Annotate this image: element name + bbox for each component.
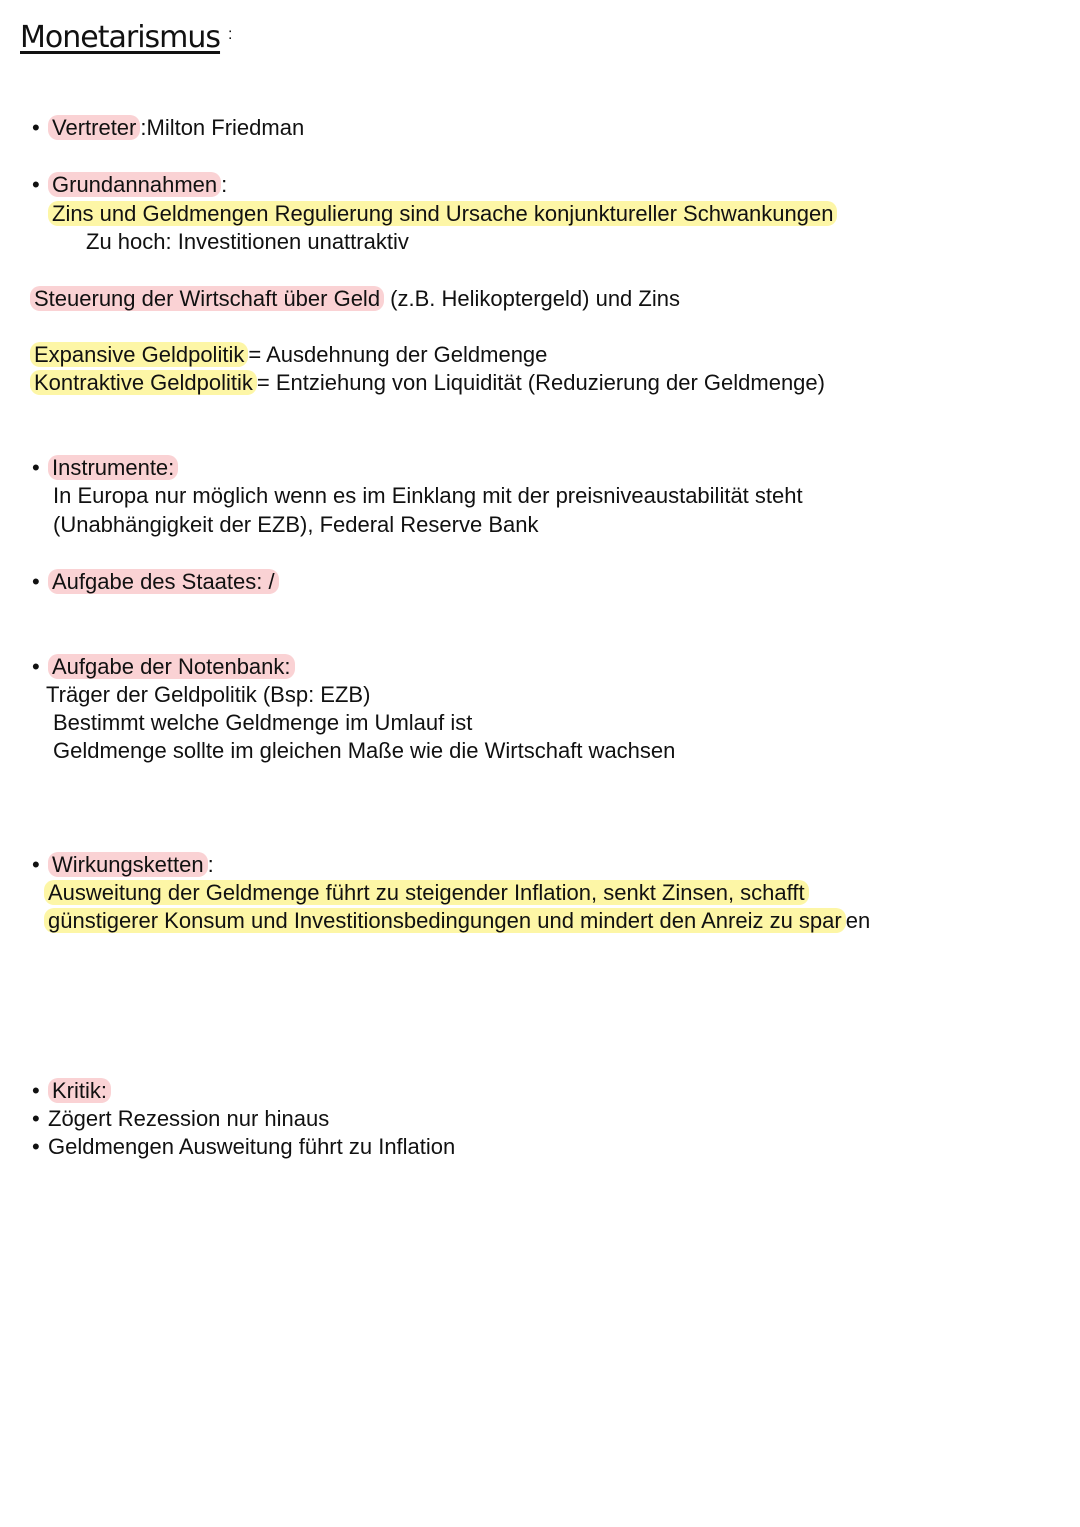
vertreter-label: Vertreter: [48, 115, 140, 140]
notenbank-line-3: Geldmenge sollte im gleichen Maße wie die Wirtschaft wachsen: [53, 738, 676, 763]
notenbank-heading: [32, 653, 295, 681]
staat-heading: [32, 568, 279, 596]
bullet: •: [32, 569, 40, 594]
wirkung-text-2: günstigerer Konsum und Investitionsbedingungen und mindert den Anreiz zu spar: [44, 908, 846, 933]
kontraktive-line: [30, 369, 825, 397]
bullet: •: [32, 1078, 40, 1103]
notenbank-label: Aufgabe der Notenbank:: [48, 654, 295, 679]
staat-label: Aufgabe des Staates: /: [48, 569, 279, 594]
instrumente-label: Instrumente:: [48, 455, 178, 480]
wirkung-text-1: Ausweitung der Geldmenge führt zu steigender Inflation, senkt Zinsen, schafft: [44, 880, 809, 905]
grundannahmen-colon: :: [221, 172, 228, 197]
kritik-item-2: [32, 1133, 455, 1161]
page-title: Monetarismus: [20, 20, 221, 55]
vertreter-value: :Milton Friedman: [140, 115, 305, 140]
grundannahmen-label: Grundannahmen: [48, 172, 221, 197]
wirkung-label: Wirkungsketten: [48, 852, 208, 877]
kritik-label: Kritik:: [48, 1078, 111, 1103]
wirkung-line-2: [44, 907, 870, 935]
kritik-heading: [32, 1077, 111, 1105]
kritik-item-1-text: Zögert Rezession nur hinaus: [48, 1106, 330, 1131]
wirkung-heading: [32, 851, 214, 879]
kritik-item-1: [32, 1105, 329, 1133]
steuerung-line: [30, 285, 680, 313]
bullet: •: [32, 455, 40, 480]
instrumente-line-2: (Unabhängigkeit der EZB), Federal Reserve Bank: [53, 512, 539, 537]
kritik-item-2-text: Geldmengen Ausweitung führt zu Inflation: [48, 1134, 456, 1159]
kontraktive-rest: = Entziehung von Liquidität (Reduzierung der Geldmenge): [256, 370, 825, 395]
wirkung-colon: :: [207, 852, 214, 877]
bullet: •: [32, 1134, 40, 1159]
grundannahmen-heading: [32, 171, 227, 199]
expansive-highlight: Expansive Geldpolitik: [30, 342, 248, 367]
instrumente-line-1: In Europa nur möglich wenn es im Einklang mit der preisniveaustabilität steht: [53, 483, 803, 508]
notenbank-line-2: Bestimmt welche Geldmenge im Umlauf ist: [53, 710, 473, 735]
bullet: •: [32, 1106, 40, 1131]
expansive-line: [30, 341, 547, 369]
bullet: •: [32, 172, 40, 197]
kontraktive-highlight: Kontraktive Geldpolitik: [30, 370, 257, 395]
wirkung-text-2-end: en: [845, 908, 871, 933]
instrumente-heading: [32, 454, 178, 482]
bullet: •: [32, 852, 40, 877]
grundannahmen-line-1: [48, 200, 837, 228]
bullet: •: [32, 654, 40, 679]
bullet: •: [32, 115, 40, 140]
grundannahmen-line-2: Zu hoch: Investitionen unattraktiv: [86, 229, 409, 254]
grundannahmen-text-1: Zins und Geldmengen Regulierung sind Ursache konjunktureller Schwankungen: [48, 201, 837, 226]
steuerung-highlight: Steuerung der Wirtschaft über Geld: [30, 286, 384, 311]
vertreter-line: [32, 114, 304, 142]
wirkung-line-1: [44, 879, 809, 907]
steuerung-rest: (z.B. Helikoptergeld) und Zins: [384, 286, 680, 311]
notenbank-line-1: Träger der Geldpolitik (Bsp: EZB): [46, 682, 371, 707]
title-colon: :: [228, 26, 233, 43]
expansive-rest: = Ausdehnung der Geldmenge: [248, 342, 548, 367]
